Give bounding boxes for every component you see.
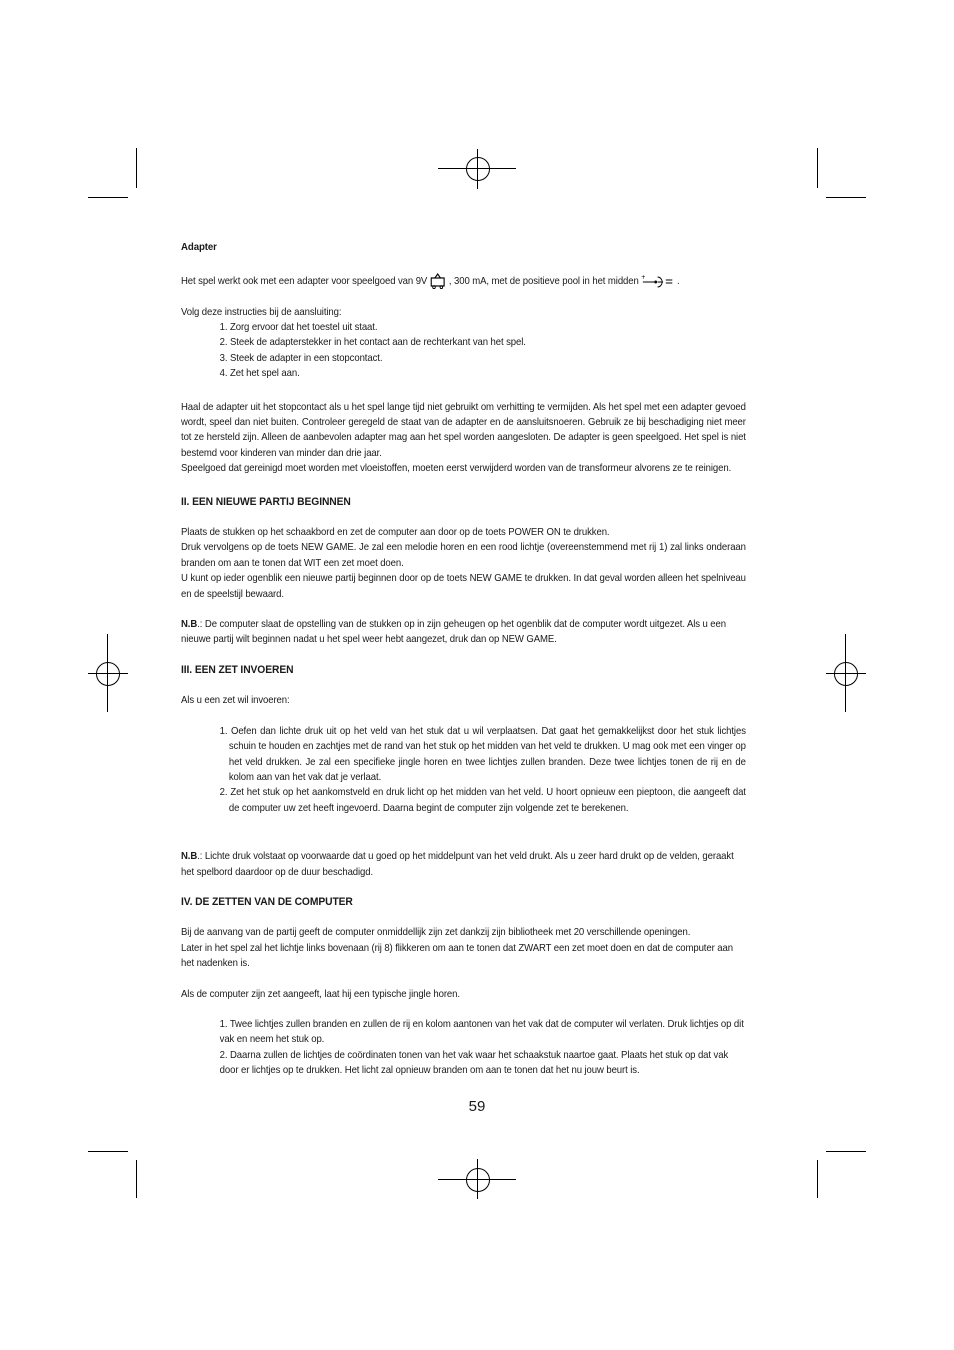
adapter-cleaning: Speelgoed dat gereinigd moet worden met vloeistoffen, moeten eerst verwijderd worden van de transformeur alvorens ze te reinigen.	[181, 463, 732, 475]
crop-mark	[136, 148, 137, 188]
adapter-warning: Haal de adapter uit het stopcontact als u het spel lange tijd niet gebruikt om verhitting te vermijden. Als het spel met een adapter gevoed wordt, speel dan niet buiten. Controleer geregeld de staat van de adapter en de aansluitsnoeren. Gebruik ze bij beschadiging niet meer tot ze hersteld zijn. Alleen de aanbevolen adapter mag aan het spel worden aangesloten. De adapter is geen speelgoed. Het spel is niet bestemd voor kinderen van minder dan drie jaar.	[181, 401, 746, 459]
registration-crosshair-icon	[438, 149, 516, 189]
adapter-intro: Het spel werkt ook met een adapter voor speelgoed van 9V , 300 mA, met de positieve pool in het midden + .	[181, 273, 746, 289]
paragraph: U kunt op ieder ogenblik een nieuwe partij beginnen door op de toets NEW GAME te drukken. In dat geval worden alleen het spelniveau en de speelstijl bewaard.	[181, 573, 746, 600]
section-heading: IV. DE ZETTEN VAN DE COMPUTER	[181, 895, 353, 908]
crop-mark	[817, 148, 818, 188]
list-item: 1. Zorg ervoor dat het toestel uit staat.	[219, 321, 378, 333]
paragraph: Plaats de stukken op het schaakbord en zet de computer aan door op de toets POWER ON te drukken.	[181, 527, 610, 539]
center-positive-polarity-icon	[641, 274, 674, 288]
crop-mark	[88, 1151, 128, 1152]
registration-crosshair-icon	[438, 1159, 516, 1199]
crop-mark	[826, 197, 866, 198]
crop-mark	[826, 1151, 866, 1152]
svg-text:+: +	[641, 275, 646, 282]
section-heading: III. EEN ZET INVOEREN	[181, 663, 294, 676]
list-item: 2. Daarna zullen de lichtjes de coördinaten tonen van het vak waar het schaakstuk naartoe gaat. Plaats het stuk op dat vak door er lichtjes op te drukken. Het licht zal opnieuw branden om aan te tonen dat het nu jouw beurt is.	[219, 1049, 729, 1077]
page-content	[181, 240, 746, 1079]
page-number: 59	[468, 1098, 486, 1115]
section-heading: II. EEN NIEUWE PARTIJ BEGINNEN	[181, 495, 351, 508]
paragraph: Druk vervolgens op de toets NEW GAME. Je zal een melodie horen en een rood lichtje (overeenstemmend met rij 1) zal links onderaan branden om aan te tonen dat WIT een zet moet doen.	[181, 542, 746, 569]
list-item: 1. Oefen dan lichte druk uit op het veld van het stuk dat u wil verplaatsen. Dat gaat het gemakkelijkst door het stuk lichtjes schuin te houden en zachtjes met de rand van het stuk op het midden van het veld te drukken. U mag ook met een vinger op het veld drukken. Je zal een specifieke jingle horen en twee lichtjes zullen branden. Deze twee lichtjes tonen de rij en de kolom aan van het vak dat je verlaat.	[219, 725, 746, 783]
registration-crosshair-icon	[826, 634, 866, 712]
crop-mark	[88, 197, 128, 198]
paragraph: Als u een zet wil invoeren:	[181, 695, 290, 707]
paragraph: Bij de aanvang van de partij geeft de computer onmiddellijk zijn zet dankzij zijn bibliotheek met 20 verschillende openingen.	[181, 927, 691, 939]
list-item: 2. Steek de adapterstekker in het contact aan de rechterkant van het spel.	[219, 337, 526, 349]
list-item: 1. Twee lichtjes zullen branden en zullen de rij en kolom aantonen van het vak dat de computer wil verlaten. Druk lichtjes op dit vak en neem het stuk op.	[219, 1018, 744, 1046]
crop-mark	[817, 1160, 818, 1198]
registration-crosshair-icon	[88, 634, 128, 712]
crop-mark	[136, 1160, 137, 1198]
list-item: 4. Zet het spel aan.	[219, 368, 300, 380]
toy-adapter-icon	[430, 273, 447, 289]
note: N.B.: De computer slaat de opstelling van de stukken op in zijn geheugen op het ogenblik dat de computer wordt uitgezet. Als u een nieuwe partij wilt beginnen nadat u het spel weer hebt aangezet, druk dan op NEW GAME.	[181, 619, 726, 646]
list-item: 3. Steek de adapter in een stopcontact.	[219, 352, 383, 364]
note: N.B.: Lichte druk volstaat op voorwaarde dat u goed op het middelpunt van het veld drukt. Als u zeer hard drukt op de velden, geraakt het spelbord daardoor op de duur beschadigd.	[181, 851, 734, 878]
instructions-intro: Volg deze instructies bij de aansluiting:	[181, 306, 342, 318]
paragraph: Later in het spel zal het lichtje links bovenaan (rij 8) flikkeren om aan te tonen dat ZWART een zet moet doen en dat de computer aan het nadenken is.	[181, 942, 733, 970]
list-item: 2. Zet het stuk op het aankomstveld en druk licht op het midden van het veld. U hoort opnieuw een pieptoon, die aangeeft dat de computer uw zet heeft ingevoerd. Daarna begint de computer zijn volgende zet te berekenen.	[219, 787, 746, 814]
adapter-heading: Adapter	[181, 241, 217, 253]
paragraph: Als de computer zijn zet aangeeft, laat hij een typische jingle horen.	[181, 988, 460, 1000]
